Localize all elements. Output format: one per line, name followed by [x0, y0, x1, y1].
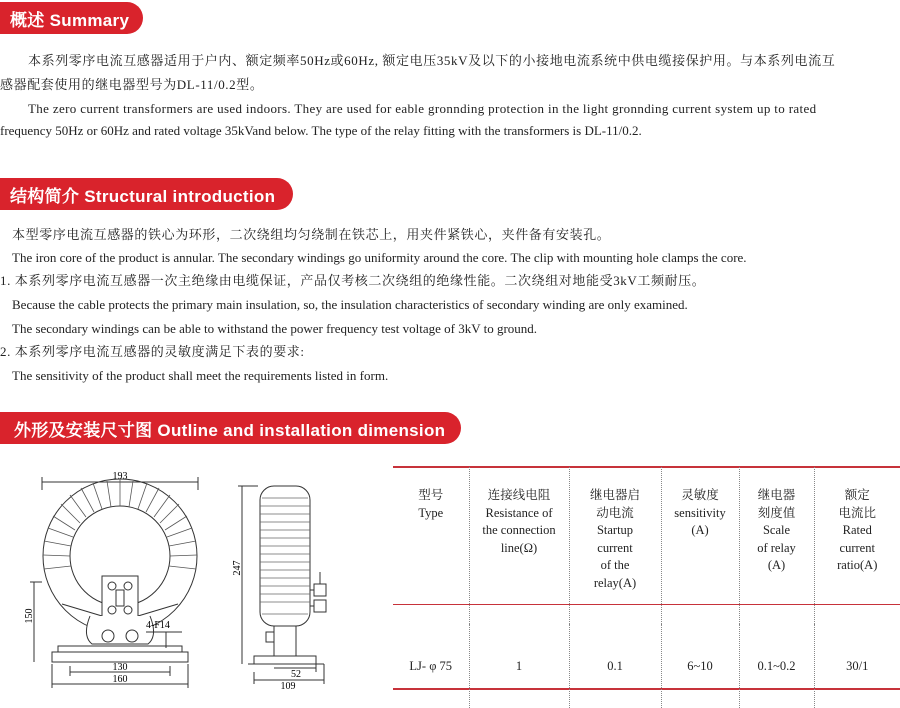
structural-header	[0, 178, 293, 210]
header-line: Startup	[570, 522, 661, 540]
spec-table	[393, 467, 900, 708]
header-line: 继电器	[740, 487, 814, 505]
dim-130: 130	[113, 662, 128, 673]
structural-cn-line3: 2. 本系列零序电流互感器的灵敏度满足下表的要求:	[0, 343, 305, 361]
header-line: 型号	[393, 487, 469, 505]
header-line: 额定	[815, 487, 900, 505]
dim-52: 52	[291, 669, 301, 680]
header-line: (A)	[740, 557, 814, 575]
header-line: current	[570, 540, 661, 558]
summary-cn-line2: 感器配套使用的继电器型号为DL-11/0.2型。	[0, 76, 263, 94]
dim-150: 150	[24, 609, 35, 624]
outline-title: 外形及安装尺寸图 Outline and installation dimension	[0, 412, 461, 444]
header-line: current	[815, 540, 900, 558]
header-line: the connection	[470, 522, 569, 540]
header-line: Scale	[740, 522, 814, 540]
cell-ratio: 30/1	[814, 624, 900, 708]
header-line: relay(A)	[570, 575, 661, 593]
cell-sensitivity: 6~10	[661, 624, 739, 708]
header-line: of the	[570, 557, 661, 575]
header-line: (A)	[662, 522, 739, 540]
header-cell	[661, 467, 739, 624]
header-cell	[739, 467, 814, 624]
summary-en-line1: The zero current transformers are used indoors. They are used for eable gronnding protection in the light gronnding current system up to rated	[28, 100, 816, 118]
header-line: Type	[393, 505, 469, 523]
table-header-row	[393, 467, 900, 624]
side-view-drawing	[228, 476, 348, 690]
header-cell	[393, 467, 469, 624]
summary-title: 概述 Summary	[0, 2, 143, 34]
header-line: 继电器启	[570, 487, 661, 505]
header-line: Resistance of	[470, 505, 569, 523]
header-line: sensitivity	[662, 505, 739, 523]
header-line: Rated	[815, 522, 900, 540]
structural-en-line4: The sensitivity of the product shall meet the requirements listed in form.	[12, 367, 388, 385]
header-line: 刻度值	[740, 505, 814, 523]
structural-title: 结构简介 Structural introduction	[0, 178, 293, 210]
summary-cn-line1: 本系列零序电流互感器适用于户内、额定频率50Hz或60Hz, 额定电压35kV及以下的小接地电流系统中供电缆接保护用。与本系列电流互	[28, 52, 835, 70]
header-line: 动电流	[570, 505, 661, 523]
dim-160: 160	[113, 674, 128, 685]
header-cell	[814, 467, 900, 624]
dim-109: 109	[281, 681, 296, 690]
cell-scale: 0.1~0.2	[739, 624, 814, 708]
cell-type: LJ- φ 75	[393, 624, 469, 708]
dim-247: 247	[232, 561, 243, 576]
header-line: 连接线电阻	[470, 487, 569, 505]
front-view-drawing	[20, 466, 220, 690]
dim-hole: 4-F14	[146, 620, 170, 631]
structural-en-line2: Because the cable protects the primary main insulation, so, the insulation characteristics of secondary winding are only examined.	[12, 296, 688, 314]
header-line: 电流比	[815, 505, 900, 523]
cell-resistance: 1	[469, 624, 569, 708]
header-line: of relay	[740, 540, 814, 558]
header-line: ratio(A)	[815, 557, 900, 575]
structural-cn-line1: 本型零序电流互感器的铁心为环形，二次绕组均匀绕制在铁芯上，用夹件紧铁心，夹件备有安装孔。	[12, 226, 610, 244]
table-row	[393, 624, 900, 708]
outline-header	[0, 412, 461, 444]
dim-193: 193	[113, 471, 128, 482]
header-line: 灵敏度	[662, 487, 739, 505]
header-cell	[569, 467, 661, 624]
cell-startup-current: 0.1	[569, 624, 661, 708]
header-line: line(Ω)	[470, 540, 569, 558]
structural-en-line3: The secondary windings can be able to withstand the power frequency test voltage of 3kV to ground.	[12, 320, 537, 338]
structural-cn-line2: 1. 本系列零序电流互感器一次主绝缘由电缆保证，产品仅考核二次绕组的绝缘性能。二次绕组对地能受3kV工频耐压。	[0, 272, 705, 290]
summary-header	[0, 2, 143, 34]
structural-en-line1: The iron core of the product is annular. The secondary windings go uniformity around the core. The clip with mounting hole clamps the core.	[12, 249, 747, 267]
header-cell	[469, 467, 569, 624]
summary-en-line2: frequency 50Hz or 60Hz and rated voltage 35kVand below. The type of the relay fitting with the transformers is DL-11/0.2.	[0, 122, 642, 140]
